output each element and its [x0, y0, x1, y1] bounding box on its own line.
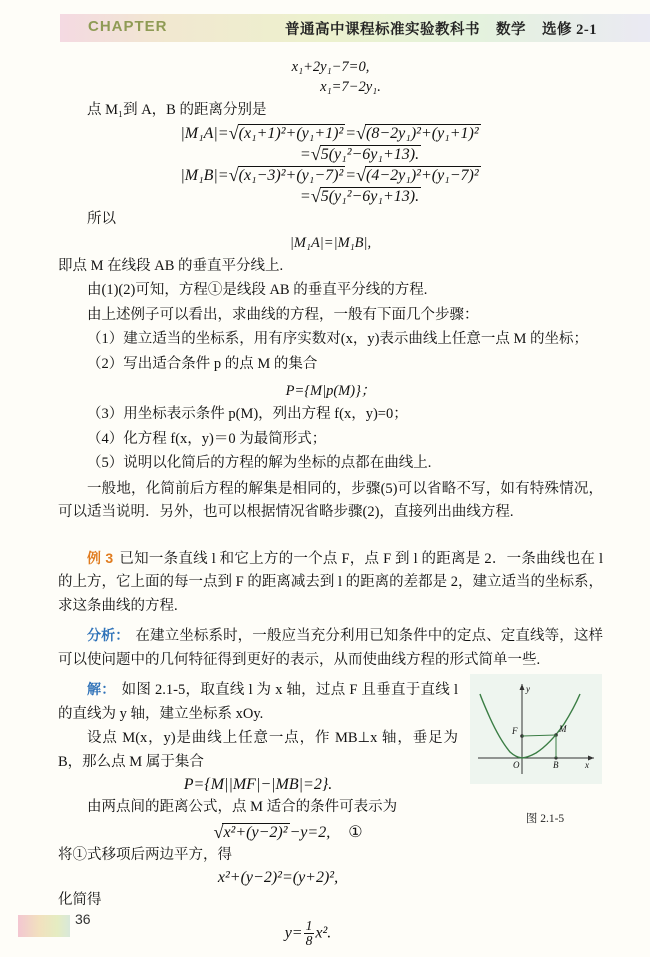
m1b-eq2: = [345, 167, 357, 185]
figure-2-1-5 [470, 674, 602, 784]
analysis-block [58, 624, 603, 672]
m1b-lhs: |M₁B|= [180, 167, 229, 185]
example-label: 例 3 [87, 549, 114, 566]
paragraph-step-5: （5）说明以化简后的方程的解为坐标的点都在曲线上. [87, 455, 432, 472]
header-title-module: 选修 2-1 [542, 22, 597, 38]
figure-svg [470, 674, 602, 784]
equation-m1a-line1 [58, 124, 603, 143]
m1b-radicand-2: (4−2y₁)²+(y₁−7)² [366, 167, 479, 185]
m1a-radicand-3: 5(y₁²−6y₁+13). [320, 146, 420, 164]
equation-tag-1: ① [348, 823, 363, 841]
page-number: 36 [75, 911, 91, 927]
paragraph-step-1: （1）建立适当的坐标系，用有序实数对(x，y)表示曲线上任意一点 M 的坐标； [87, 331, 589, 348]
example-text: 已知一条直线 l 和它上方的一个点 F，点 F 到 l 的距离是 2．一条曲线也在 l 的上方，它上面的每一点到 F 的距离减去到 l 的距离的差都是 2，建立适当的坐标系，求这条曲线的方程. [58, 550, 603, 614]
equation-m1a-line2 [58, 145, 603, 164]
analysis-text: 在建立坐标系时，一般应当充分利用已知条件中的定点、定直线等，这样可以使问题中的几何特征得到更好的表示，从而使曲线方程的形式简单一些. [58, 628, 604, 668]
m1b-radicand-1: (x₁−3)²+(y₁−7)² [238, 167, 344, 185]
m1a-radicand-1: (x₁+1)²+(y₁+1)² [238, 125, 344, 143]
equation-m1b-line2 [58, 187, 603, 206]
analysis-label: 分析： [87, 627, 130, 644]
distance-radicand: x²+(y−2)² [223, 823, 288, 841]
header-title-subject: 数学 [496, 22, 526, 38]
label-point-F: F [512, 726, 518, 736]
paragraph-steps-intro: 由上述例子可以看出，求曲线的方程，一般有下面几个步骤： [87, 306, 479, 323]
final-eq-numerator: 1 [305, 917, 313, 933]
final-eq-denominator: 8 [305, 932, 313, 948]
equation-set-definition: P={M||MF|−|MB|=2}. [183, 776, 333, 794]
solution-paragraph-1: 如图 2.1-5，取直线 l 为 x 轴，过点 F 且垂直于直线 l 的直线为 y 轴，建立坐标系 xOy. [58, 682, 459, 722]
label-axis-y: y [526, 684, 530, 694]
label-origin: O [513, 760, 520, 770]
paragraph-conclusion-1: 即点 M 在线段 AB 的垂直平分线上. [58, 257, 284, 274]
m1a-lhs: |M₁A|= [180, 125, 229, 143]
m1b-radicand-3: 5(y₁²−6y₁+13). [320, 188, 420, 206]
header-title-main: 普通高中课程标准实验教科书 [285, 22, 480, 38]
solution-paragraph-2: 设点 M(x，y)是曲线上任意一点，作 MB⊥x 轴，垂足为 B，那么点 M 属于集合 [58, 730, 458, 770]
equation-final [58, 919, 558, 949]
equation-m1b-line1 [58, 166, 603, 185]
header-title [285, 18, 597, 39]
m1a-radicand-2: (8−2y₁)²+(y₁+1)² [366, 125, 479, 143]
paragraph-suoyi: 所以 [87, 211, 116, 228]
label-point-M: M [559, 724, 567, 734]
solution-block [58, 678, 458, 726]
equation-squared: x²+(y−2)²=(y+2)², [217, 869, 339, 887]
chapter-label: CHAPTER [88, 18, 168, 35]
equation-top-1: x₁+2y₁−7=0, [291, 59, 370, 75]
paragraph-conclusion-2: 由(1)(2)可知，方程①是线段 AB 的垂直平分线的方程. [87, 282, 428, 299]
figure-caption: 图 2.1-5 [525, 813, 565, 825]
figure-background [470, 674, 602, 784]
equation-set-p: P={M|p(M)}； [285, 383, 376, 400]
paragraph-distance-intro: 点 M₁到 A，B 的距离分别是 [87, 102, 267, 118]
equation-equal: |M₁A|=|M₁B|, [289, 234, 372, 251]
label-point-B: B [553, 760, 559, 770]
m1a-eq3: = [299, 146, 311, 164]
equation-distance-1 [58, 822, 518, 842]
m1b-eq3: = [299, 188, 311, 206]
final-eq-lhs: y= [284, 924, 303, 942]
paragraph-summary: 一般地，化简前后方程的解集是相同的，步骤(5)可以省略不写，如有特殊情况，可以适当说明．另外，也可以根据情况省略步骤(2)，直接列出曲线方程. [58, 480, 603, 521]
label-axis-x: x [585, 760, 589, 770]
equation-top-2: x₁=7−2y₁. [320, 79, 381, 95]
distance-tail: −y=2, [289, 823, 331, 841]
paragraph-step-3: （3）用坐标表示条件 p(M)，列出方程 f(x，y)=0； [87, 406, 408, 423]
footer-color-band [18, 915, 70, 937]
page-header [0, 0, 650, 52]
final-eq-tail: x². [315, 924, 332, 942]
paragraph-step-2: （2）写出适合条件 p 的点 M 的集合 [87, 355, 318, 372]
simplify-label: 化简得 [58, 892, 102, 909]
solution-paragraph-3: 由两点间的距离公式，点 M 适合的条件可表示为 [87, 799, 398, 816]
solution-paragraph-4: 将①式移项后两边平方，得 [58, 846, 232, 863]
m1a-eq2: = [345, 125, 357, 143]
paragraph-step-4: （4）化方程 f(x，y)＝0 为最简形式； [87, 430, 327, 447]
solution-label: 解： [87, 681, 116, 698]
example-3-block [58, 547, 603, 618]
